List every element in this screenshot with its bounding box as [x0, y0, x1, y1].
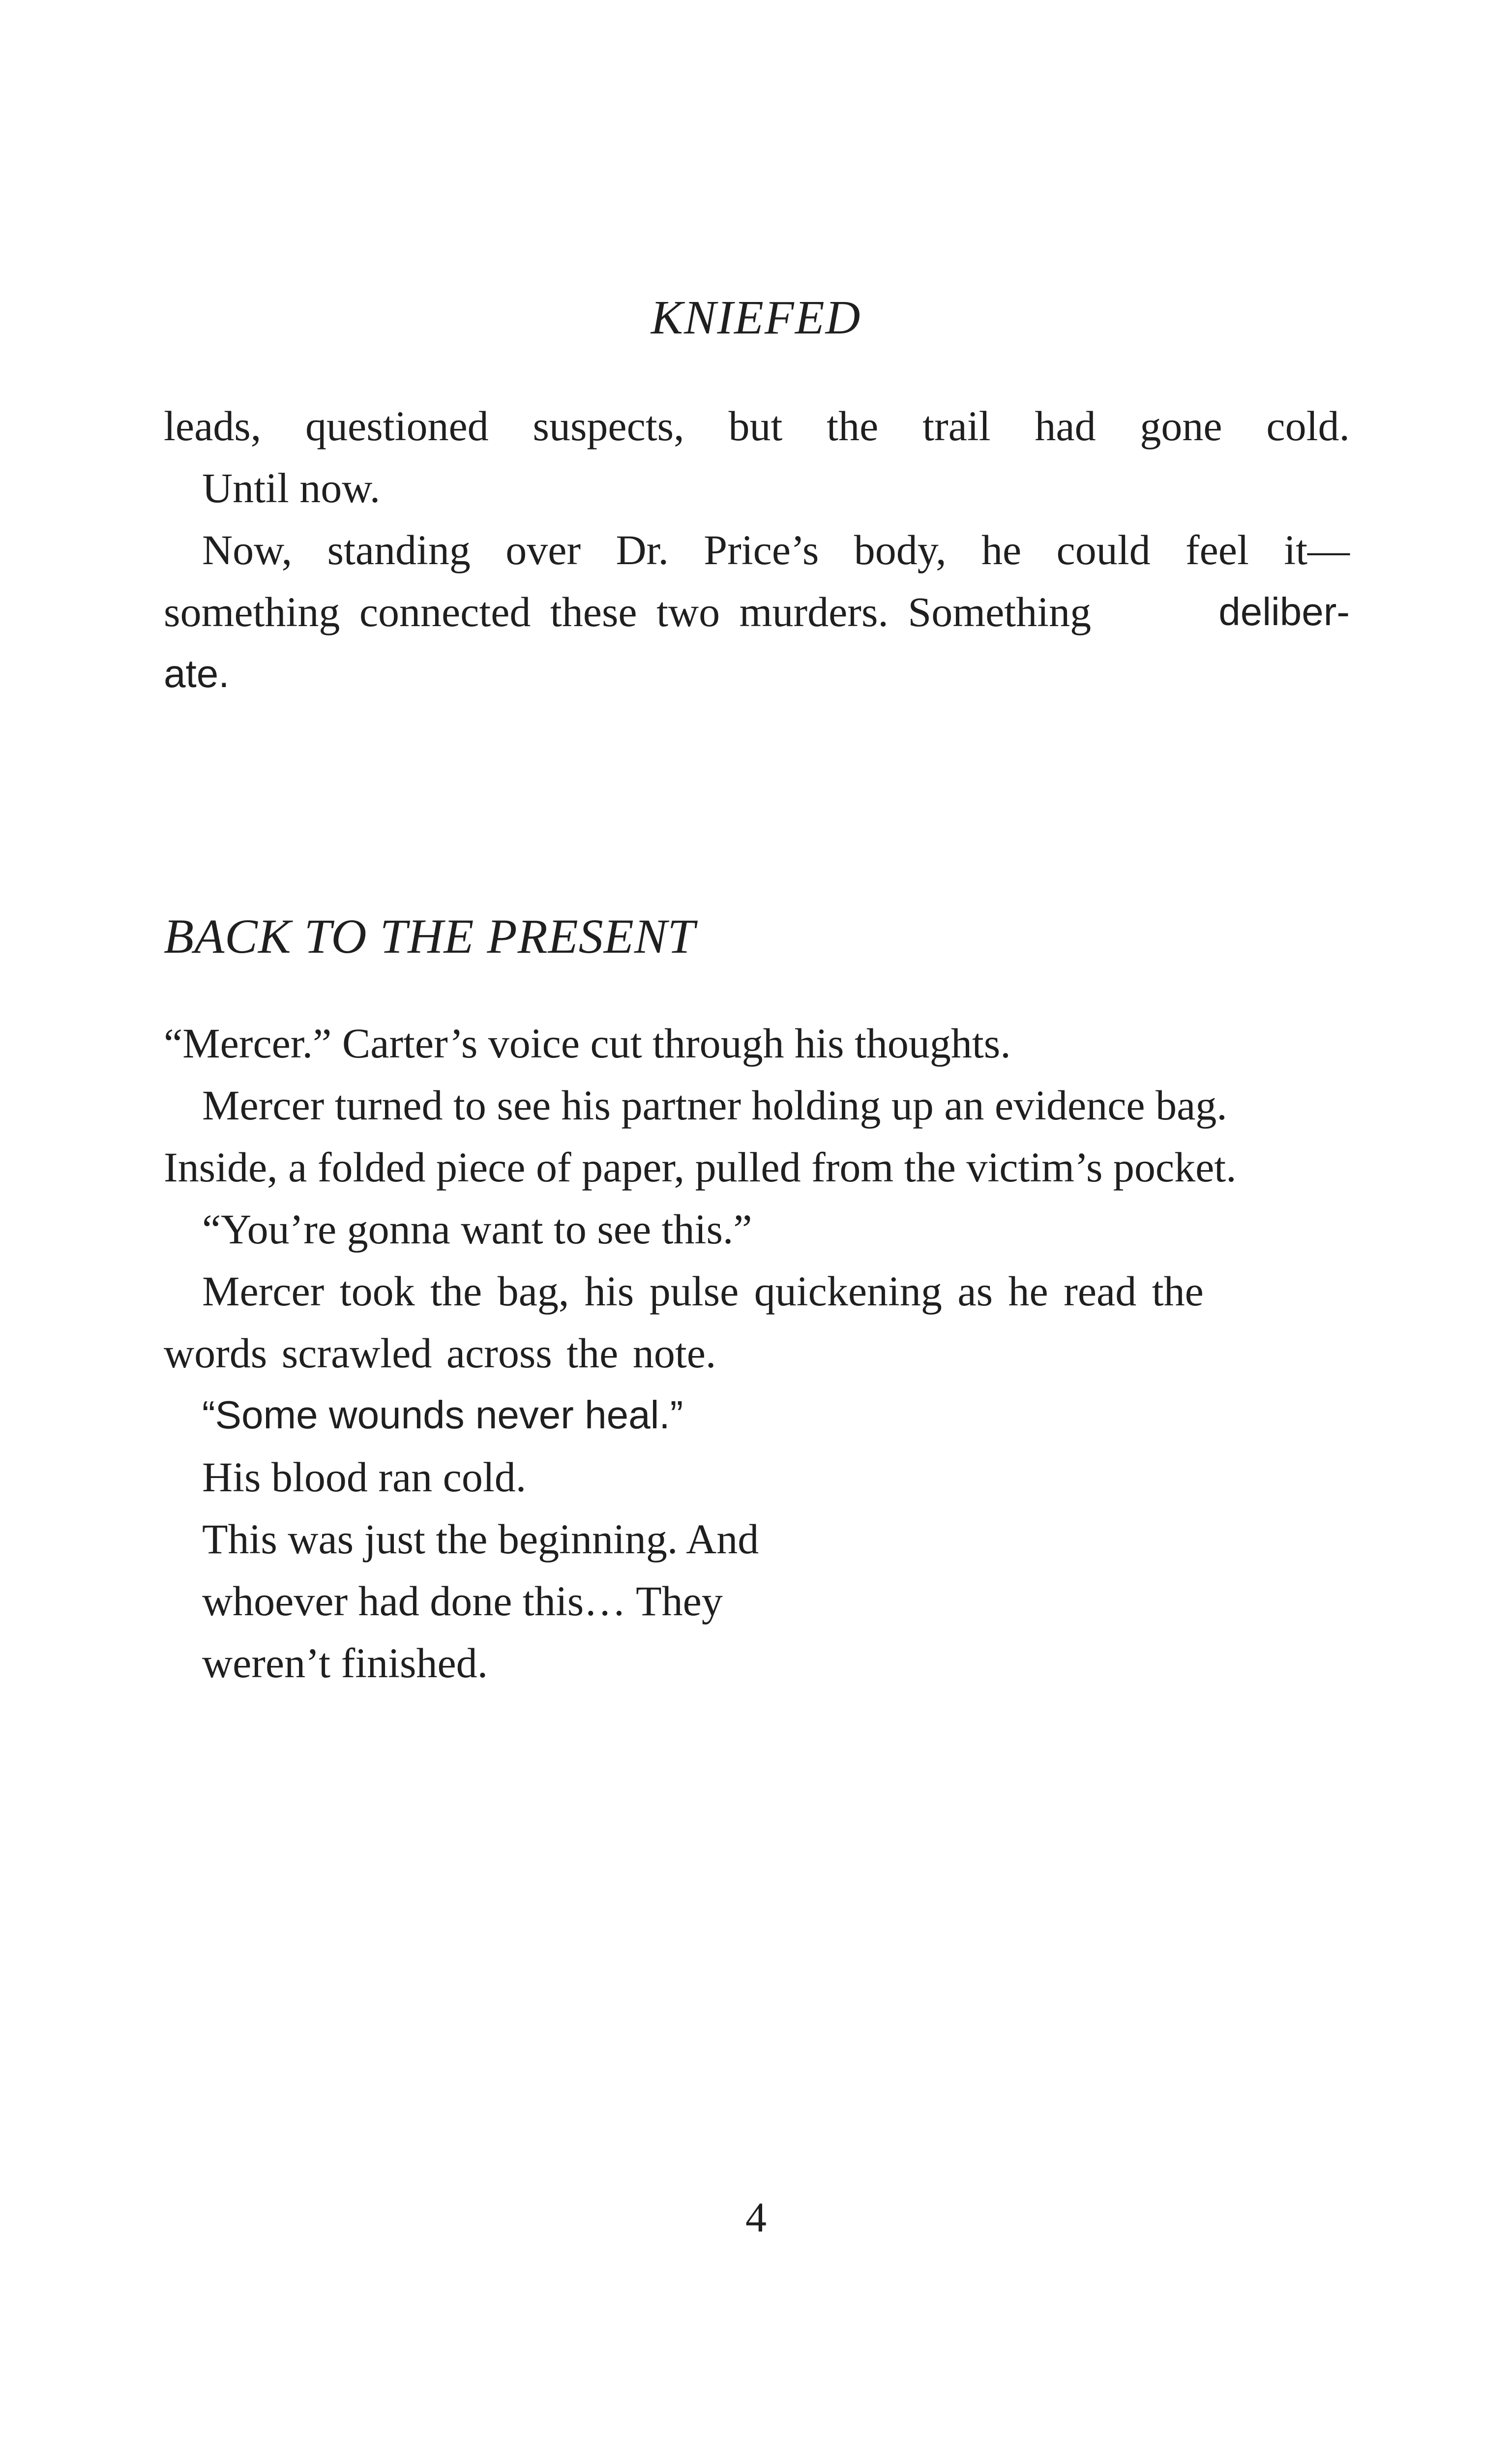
paragraph-line: something connected these two murders. Something	[164, 588, 1092, 635]
quoted-note: “Some wounds never heal.”	[202, 1393, 683, 1437]
paragraph-line: words scrawled across the note.	[164, 1329, 716, 1377]
paragraph-line: ate.	[164, 652, 230, 695]
page-number: 4	[745, 2194, 767, 2241]
paragraph-line: “You’re gonna want to see this.”	[202, 1206, 752, 1253]
section-heading: BACK TO THE PRESENT	[164, 909, 696, 964]
paragraph-line: weren’t finished.	[202, 1639, 488, 1687]
running-head: KNIEFED	[651, 291, 861, 344]
section-one-text	[164, 395, 1350, 705]
paragraph-line: whoever had done this… They	[202, 1577, 723, 1625]
paragraph-line: His blood ran cold.	[202, 1453, 527, 1501]
paragraph-line: This was just the beginning. And	[202, 1515, 759, 1563]
paragraph-line: Inside, a folded piece of paper, pulled from the victim’s pocket.	[164, 1144, 1237, 1191]
hyphenated-word: deliber-	[1218, 590, 1350, 633]
paragraph-line: “Mercer.” Carter’s voice cut through his thoughts.	[164, 1020, 1011, 1067]
paragraph-line: leads, questioned suspects, but the trail had gone cold.	[164, 402, 1350, 450]
paragraph-line-group	[164, 581, 1350, 643]
paragraph-line: Mercer took the bag, his pulse quickening as he read the	[202, 1267, 1204, 1315]
paragraph-line: Mercer turned to see his partner holding up an evidence bag.	[202, 1082, 1227, 1129]
paragraph-line: Now, standing over Dr. Price’s body, he could feel it—	[202, 526, 1350, 573]
paragraph-line: Until now.	[202, 464, 381, 512]
section-two-text	[164, 1012, 1350, 1694]
